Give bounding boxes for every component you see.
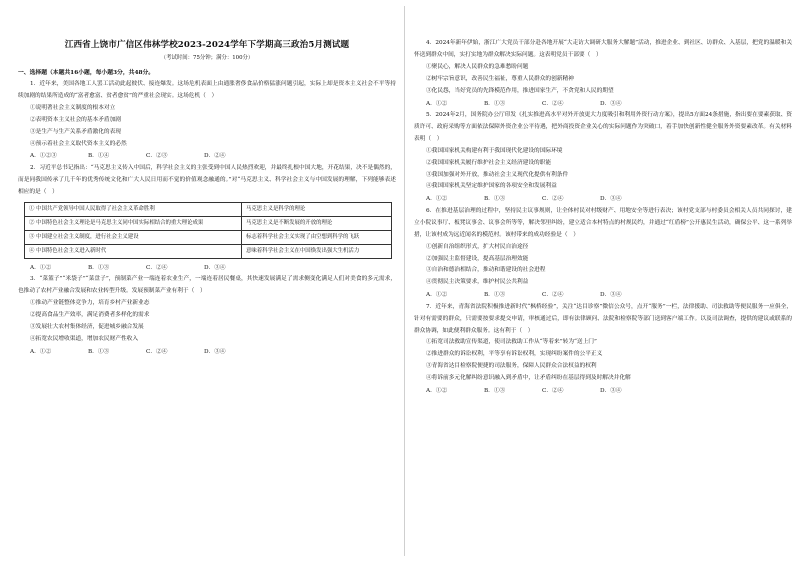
- choice-b[interactable]: B．①④: [88, 153, 110, 160]
- question-7: [414, 302, 792, 398]
- choice-c[interactable]: C．②④: [542, 292, 564, 299]
- choice-d[interactable]: D．③④: [600, 196, 622, 203]
- option: ②加强民主监督建设，提高基层治理效能: [426, 255, 529, 262]
- choice-d[interactable]: D．③④: [600, 292, 622, 299]
- answer-table: [24, 202, 392, 259]
- choice-a[interactable]: A．①②: [30, 264, 52, 271]
- table-row: [25, 230, 392, 244]
- question-5: [414, 110, 792, 206]
- choice-d[interactable]: D．③④: [204, 348, 226, 355]
- question-2: [18, 163, 396, 274]
- choice-b[interactable]: B．①③: [484, 100, 506, 107]
- option: ②树牢宗旨意识，改善民生福祉，尊重人民群众的创新精神: [426, 75, 574, 82]
- table-cell: ① 中国共产党领导中国人民取得了社会主义革命胜利: [25, 202, 242, 216]
- option: ①创新自治组织形式，扩大村民自治途径: [426, 243, 529, 250]
- table-cell: 意味着科学社会主义在中国焕发出强大生机活力: [242, 244, 392, 258]
- option: ④贯彻民主决策要求，维护村民公共利益: [426, 279, 529, 286]
- choice-b[interactable]: B．①③: [484, 388, 506, 395]
- option: ③青海省达目检察院便捷的司法服务，保障人民群众合法权益的权利: [426, 363, 597, 370]
- option: ②推进群众的诉讼权利，平等享有诉讼权利，实现纠纷案件的公平正义: [426, 351, 603, 358]
- table-cell: ② 中国特色社会主义理论是马克思主义同中国实际相结合的重大理论成果: [25, 216, 242, 230]
- choice-a[interactable]: A．①②: [426, 196, 448, 203]
- question-stem: 3．“菜篮子”“米袋子”“菜盘子”，预制菜产业一端连着农业生产，一端连着居民餐桌，其快速发展满足了需求侧变化满足人们对美食的多元需求，也推动了农村产业融合发展和农业转型升级。发展预制菜产业有利于（ ）: [18, 276, 396, 295]
- option: ②我国国家机关履行维护社会主义经济建设的职能: [426, 159, 552, 166]
- option: ④我国国家机关坚定维护国家的各项安全和发展利益: [426, 183, 557, 190]
- answer-choices: [18, 346, 396, 359]
- answer-choices: [414, 385, 792, 398]
- table-row: [25, 244, 392, 258]
- table-cell: ③ 中国建立社会主义制度，进行社会主义建设: [25, 230, 242, 244]
- question-1: [18, 79, 396, 163]
- question-stem: 7．近年来，青海省法院积极推进新时代“枫桥经验”，关注“达目诊察”微信公众号，点开“服务”一栏，法律援助、司法救助等便民服务一应俱全，针对有需要的群众，只需要按要求提交申请，审核通过后，即有法律顾问、法院和检察院等部门送到客户端工作。以及司法调查，提供的建议或联系的群众协调，如此便利群众服务。这有利于（ ）: [414, 303, 792, 334]
- choice-c[interactable]: C．②④: [542, 388, 564, 395]
- question-stem: 1．近年来，美国各地工人罢工活动此起彼伏、接连爆发。这场危机表面上由通胀奢侈食品价格猛涨问题引起，实际上却是资本主义社会不平等持续加剧的结果所造成的“富者愈富、贫者愈贫”的严重社会现实。这场危机（ ）: [18, 81, 396, 99]
- table-cell: 马克思主义是不断发展的开放的理论: [242, 216, 392, 230]
- choice-a[interactable]: A．①②: [426, 388, 448, 395]
- answer-choices: [18, 262, 396, 275]
- option: ③发展壮大农村集体经济，促进城乡融合发展: [30, 323, 144, 330]
- option: ①拓宽司法救助宣传渠道，使司法救助工作从“等着来”转为“送上门”: [426, 339, 597, 346]
- option: ①聚民心，解决人民群众的急难愁盼问题: [426, 63, 529, 70]
- option: ④将诉前多元化解纠纷意识融入到矛盾中，让矛盾纠纷在基层得到及时解决并化解: [426, 375, 631, 382]
- choice-d[interactable]: D．③④: [204, 264, 226, 271]
- table-cell: ④ 中国特色社会主义进入新时代: [25, 244, 242, 258]
- option: ③化民怨，当好党员的先锋模范作用，推进国家生产，不贪党和人民的期望: [426, 87, 614, 94]
- question-3: [18, 274, 396, 358]
- answer-choices: [414, 289, 792, 302]
- choice-c[interactable]: C．②④: [542, 100, 564, 107]
- exam-title: 江西省上饶市广信区伟林学校2023-2024学年下学期高三政治5月测试题: [64, 40, 350, 50]
- table-row: [25, 202, 392, 216]
- answer-choices: [414, 193, 792, 206]
- choice-a[interactable]: A．①②: [30, 348, 52, 355]
- choice-b[interactable]: B．①③: [88, 264, 110, 271]
- table-cell: 标志着科学社会主义实现了由空想到科学的飞跃: [242, 230, 392, 244]
- choice-b[interactable]: B．①③: [484, 196, 506, 203]
- left-column: [18, 0, 396, 358]
- choice-d[interactable]: D．②④: [204, 153, 226, 160]
- answer-choices: [18, 150, 396, 163]
- question-6: [414, 206, 792, 302]
- table-row: [25, 216, 392, 230]
- choice-d[interactable]: D．③④: [600, 100, 622, 107]
- choice-a[interactable]: A．①②: [426, 100, 448, 107]
- option: ③自治和德治相结合，推动和谐建设的社会进程: [426, 267, 546, 274]
- question-stem: 5．2024年2月，国务院办公厅印发《扎实推进高水平对外开放更大力度吸引和利用外资行动方案》，提出5方面24条措施，指出要在要素获取、资质许可、政府采购等方面依法保障外资企业公平待遇，把外商投资企业关心的实际问题作为突破口，着手加快创新性健全服务外资要素改革。有关材料表明（ ）: [414, 112, 792, 142]
- choice-c[interactable]: C．②④: [146, 264, 168, 271]
- choice-d[interactable]: D．③④: [600, 388, 622, 395]
- choice-c[interactable]: C．②③: [146, 153, 168, 160]
- choice-b[interactable]: B．①③: [88, 348, 110, 355]
- question-stem: 6．在推进基层治理的过程中，坚持民主议事规则，让全体村民对村级财产、用地安全等进行表决；该村党支部与村委员会相关人员共同探讨，建立小院议事厅、板凳议事会、议事会所等等，解决邻里纠纷，建立适合本村特点的村规民约，并通过“红盾榜”公开惠民生活动，确保公平、这一系列举措，让该村成为远近闻名的模范村。该村带来的成功经验是（ ）: [414, 207, 792, 238]
- option: ①我国国家机关构建有利于我国现代化建设的国际环境: [426, 147, 563, 154]
- option: ③我国加强对外开放，推动社会主义现代化提供有利条件: [426, 171, 569, 178]
- question-stem: 2．习近平总书记指出：“马克思主义传入中国后，科学社会主义的主张受到中国人民热烈欢迎，并最终扎根中国大地，开花结果，决不是偶然的，而是同我国传承了几千年的优秀传统文化和广大人民日用而不觉的价值观念融通的。”对“马克思主义、科学社会主义与中国发展的理解，下列能够表述相应的是（ ）: [18, 164, 396, 195]
- answer-choices: [414, 98, 792, 111]
- choice-a[interactable]: A．①②③: [30, 153, 57, 160]
- choice-b[interactable]: B．①③: [484, 292, 506, 299]
- right-column: [414, 0, 792, 398]
- column-divider: [404, 6, 405, 556]
- exam-meta: （考试时间：75分钟；满分：100分）: [160, 55, 254, 61]
- choice-c[interactable]: C．②④: [146, 348, 168, 355]
- choice-a[interactable]: A．①②: [426, 292, 448, 299]
- option: ①说明著社会主义制度的根本对立: [30, 104, 116, 111]
- option: ②表明资本主义社会的基本矛盾加剧: [30, 116, 121, 123]
- section-heading: 一、选择题（本题共16小题，每小题3分，共48分。: [18, 70, 155, 76]
- option: ④拓宽农民增收渠道，增加农民财产性收入: [30, 335, 139, 342]
- question-4: [414, 38, 792, 110]
- choice-c[interactable]: C．②④: [542, 196, 564, 203]
- option: ②提高食品生产效率，满足消费者多样化的需求: [30, 311, 150, 318]
- option: ③是生产与生产关系矛盾激化的表现: [30, 128, 121, 135]
- option: ④预示着社会主义取代资本主义的必然: [30, 140, 127, 147]
- option: ①推动产业链整体竞争力，培育乡村产业新业态: [30, 299, 150, 306]
- question-stem: 4．2024年新年伊始，浙江广大党员干部分赴各地开展“大走访大调研大服务大解题”活动，推进企业、到社区、访群众、入基层，把党的温暖和关怀送到群众中间，实打实地为群众解决实际问题。这表明党员干部要（ ）: [414, 40, 792, 58]
- table-cell: 马克思主义是科学的理论: [242, 202, 392, 216]
